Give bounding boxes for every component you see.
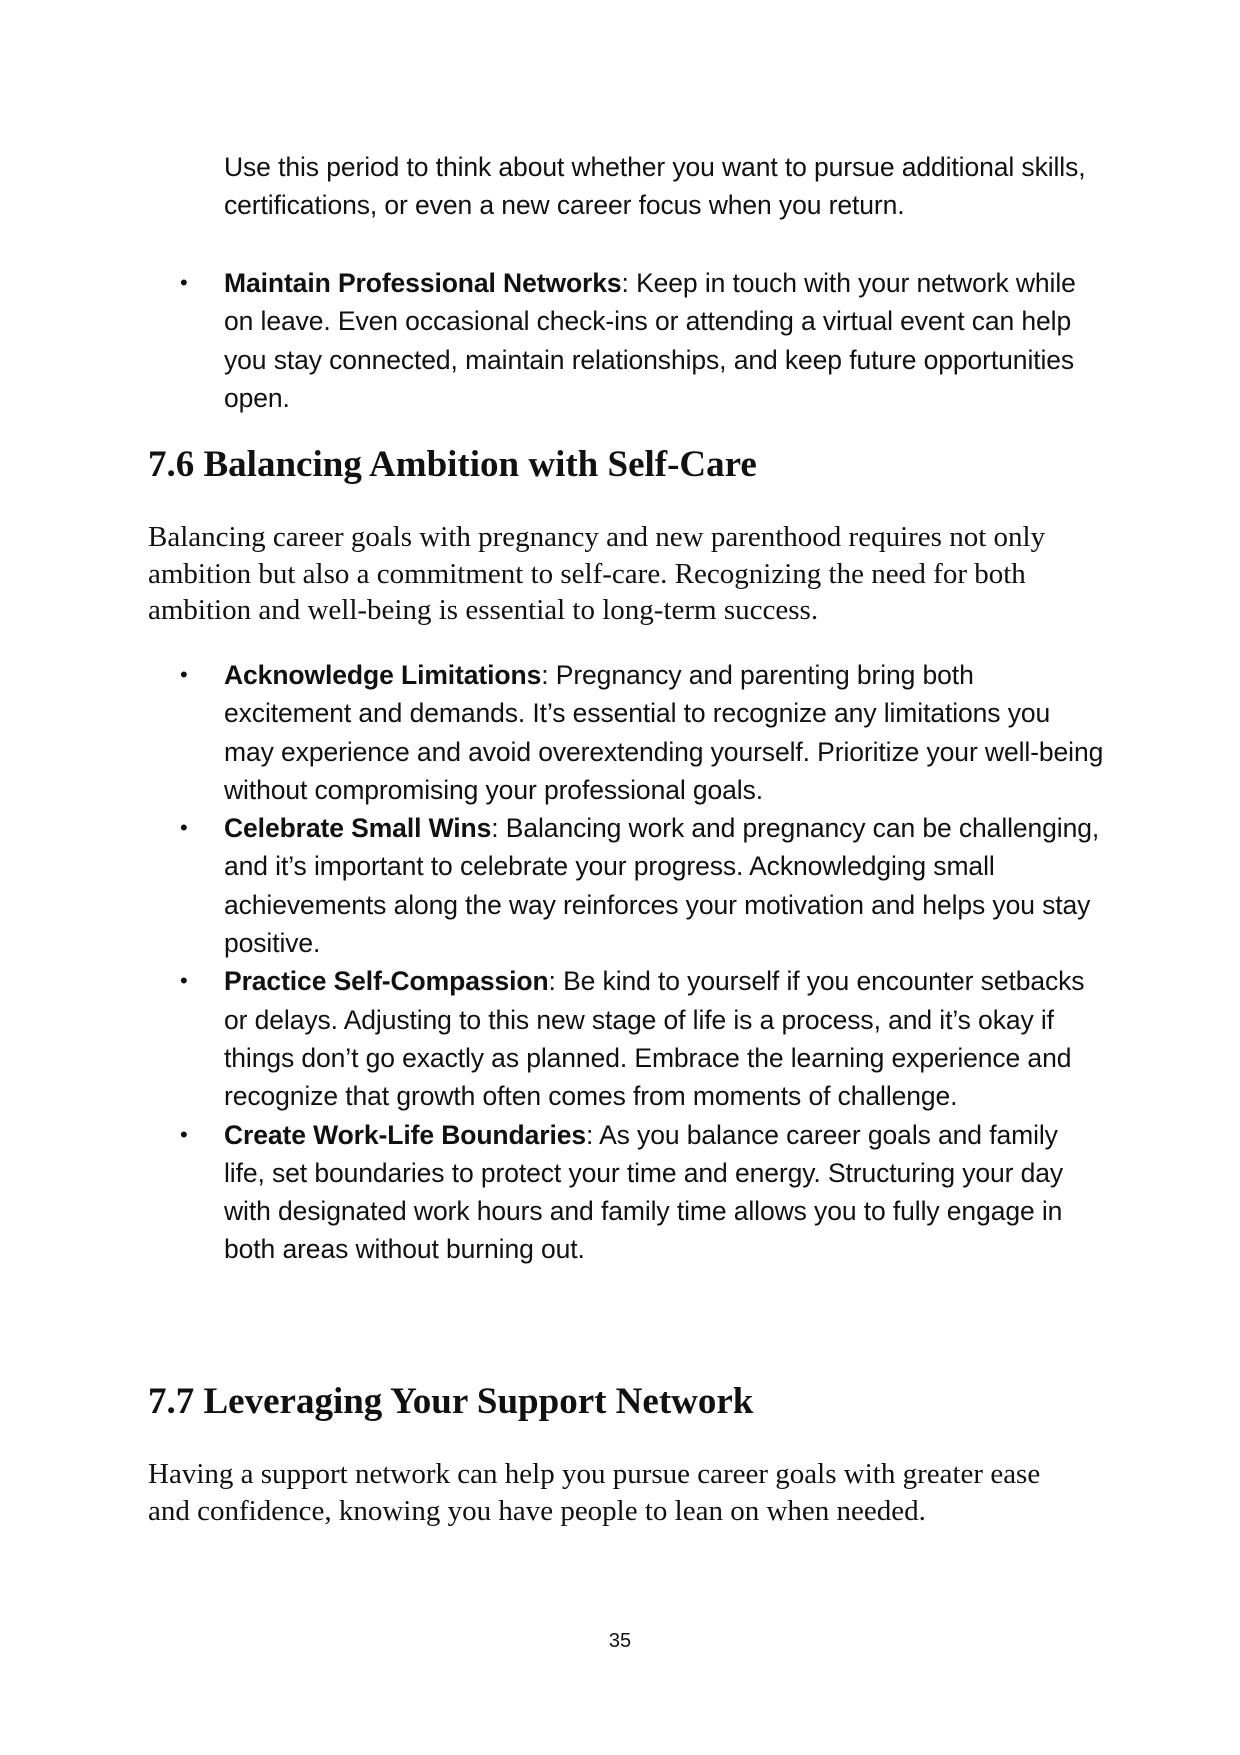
bullet-text: : Pregnancy and parenting bring both excitement and demands. It’s essential to recognize any limitations you may experience and avoid overextending yourself. Prioritize your well-being without compromising your professional goals. (224, 660, 1104, 805)
bullet-text: : As you balance career goals and family life, set boundaries to protect your time and energy. Structuring your day with designated work hours and family time allows you to fully engage in both areas without burning out. (224, 1119, 1064, 1265)
bullet-icon: • (180, 270, 188, 295)
bullet-icon: • (180, 662, 188, 687)
bullet-text: : Keep in touch with your network while on leave. Even occasional check-ins or attending a virtual event can help you stay connected, maintain relationships, and keep future opportunities open. (224, 268, 1076, 413)
bullet-icon: • (180, 1121, 188, 1147)
list-item (180, 656, 1104, 809)
bullet-list-7-6 (180, 656, 1104, 1269)
bullet-list-top (180, 264, 1104, 417)
list-item (180, 264, 1104, 417)
bullet-text: : Balancing work and pregnancy can be challenging, and it’s important to celebrate your progress. Acknowledging small achievements along the way reinforces your motivation and helps you stay positive. (224, 813, 1100, 959)
section-7-7-intro: Having a support network can help you pursue career goals with greater ease and confidence, knowing you have people to lean on when needed. (148, 1458, 1041, 1527)
bullet-term: Maintain Professional Networks (224, 268, 622, 298)
list-item (180, 962, 1104, 1115)
bullet-icon: • (180, 968, 188, 994)
page-number: 35 (608, 1630, 632, 1652)
bullet-term: Celebrate Small Wins (224, 813, 492, 844)
bullet-text: : Be kind to yourself if you encounter setbacks or delays. Adjusting to this new stage of life is a process, and it’s okay if things don’t go exactly as planned. Embrace the learning experience and recognize that growth often comes from moments of challenge. (224, 966, 1085, 1112)
section-heading-7-6: 7.6 Balancing Ambition with Self-Care (148, 444, 757, 485)
bullet-term: Practice Self-Compassion (224, 966, 549, 997)
bullet-icon: • (180, 815, 188, 841)
list-item (180, 1116, 1104, 1269)
bullet-term: Acknowledge Limitations (224, 660, 542, 690)
bullet-term: Create Work-Life Boundaries (224, 1119, 586, 1150)
list-item (180, 809, 1104, 962)
section-7-6-intro: Balancing career goals with pregnancy and new parenthood requires not only ambition but also a commitment to self-care. Recognizing the need for both ambition and well-being is essential to long-term success. (148, 521, 1046, 626)
continuation-paragraph: Use this period to think about whether you want to pursue additional skills, certifications, or even a new career focus when you return. (224, 152, 1086, 221)
section-heading-7-7: 7.7 Leveraging Your Support Network (148, 1381, 754, 1422)
